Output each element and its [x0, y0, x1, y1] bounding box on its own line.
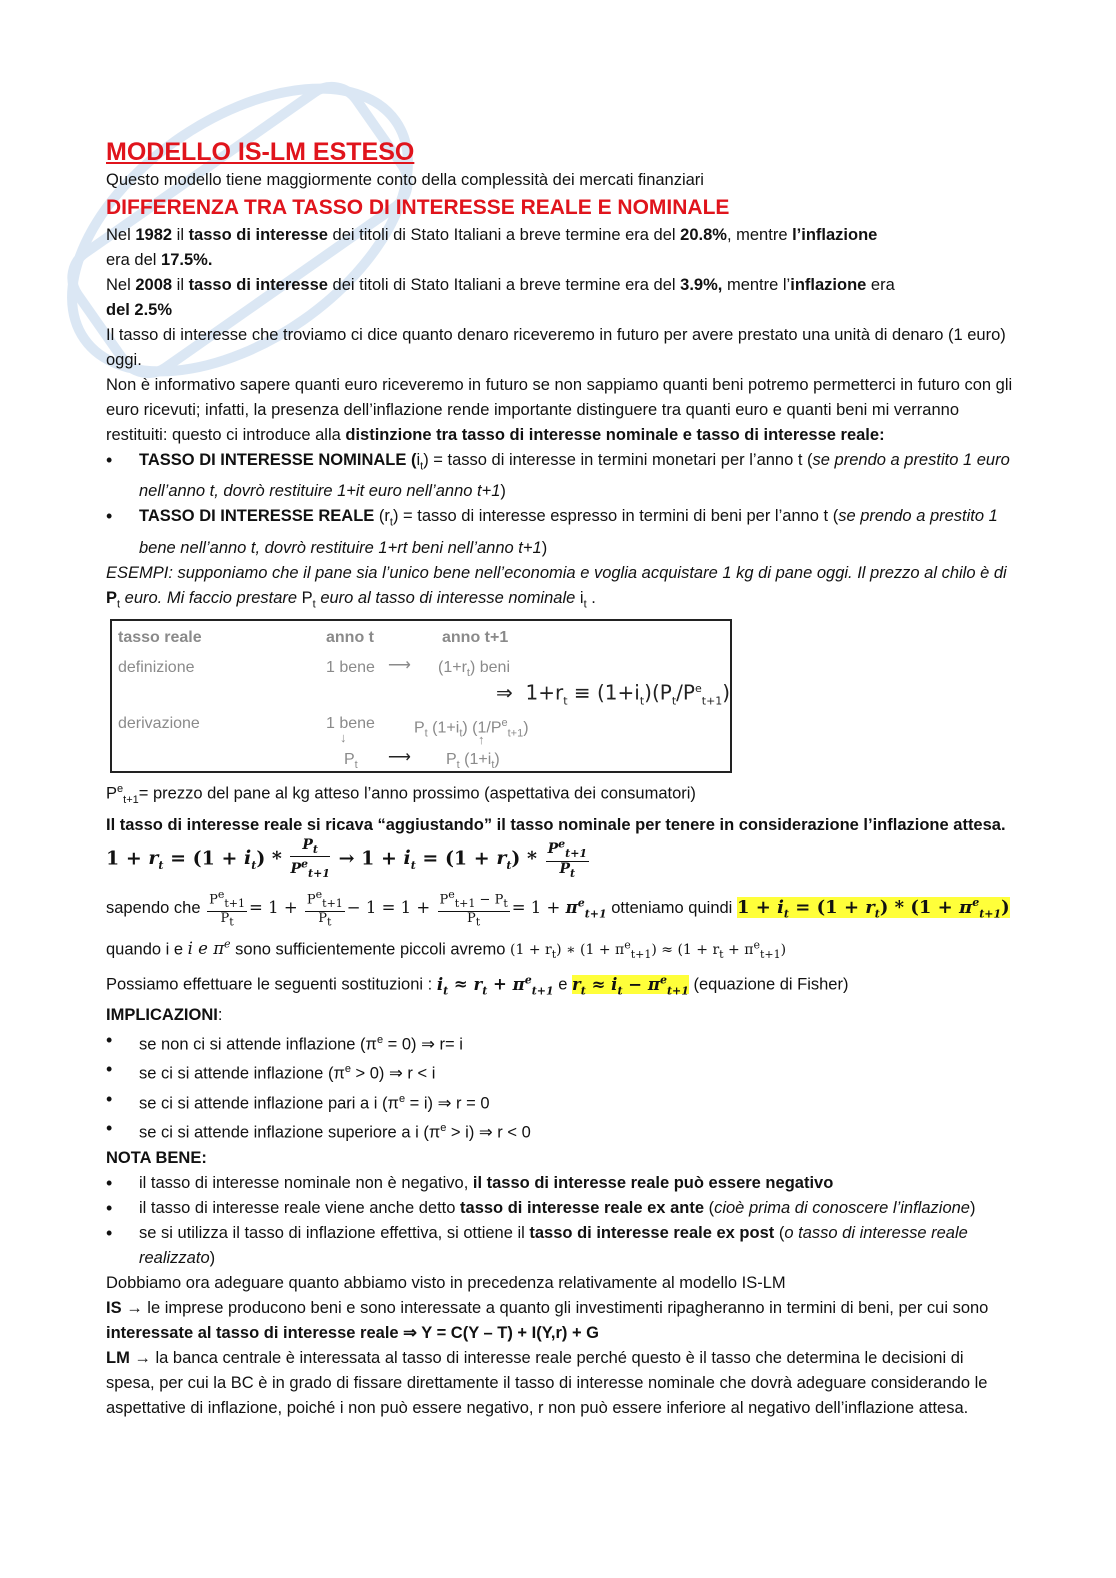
implications-list — [106, 1028, 1016, 1146]
approximation-line: quando i e i e $\pi^e$ sono sufficientemente piccoli avremo $(1 + r_t)$ ∗ $(1 + \pi^e_{t+1}) \approx (1 + r_t + \pi^e_{t+1})$ — [106, 937, 787, 961]
paragraph-2: Non è informativo sapere quanti euro riceveremo in futuro se non sappiamo quanti beni potremo permetterci in futuro con gli euro ricevuti; infatti, la presenza dell’inflazione rende importante distinguere tra quanti euro e quanti beni mi verranno restituiti: questo ci introduce alla distinzione tra tasso di interesse nominale e tasso di interesse reale: — [106, 376, 1013, 444]
figure-cell: $P_t$ — [344, 750, 358, 772]
list-item: • se ci si attende inflazione superiore a i $(\pi^e > i)$ ⇒ r < 0 — [139, 1116, 1016, 1146]
arrow-right-icon: → — [134, 1348, 151, 1367]
figure-cell: $(1+r_t)$ beni — [438, 658, 510, 680]
is-paragraph: IS → le imprese producono beni e sono interessate a quanto gli investimenti ripagheranno in termini di beni, per cui sono interessate al tasso di interesse reale ⇒ Y = C(Y – T) + I(Y,r) + G — [106, 1298, 989, 1342]
highlighted-equation: $1 + i_t = (1 + r_t) * (1 + \pi^e_{t+1})$ — [736, 896, 1010, 921]
list-item: • se ci si attende inflazione $(\pi^e > 0)$ ⇒ r < i — [139, 1057, 1016, 1087]
page-title: MODELLO IS-LM ESTESO — [106, 138, 415, 166]
real-rate-figure — [110, 619, 732, 773]
arrow-down-icon: ↓ — [340, 729, 347, 745]
list-item: • se non ci si attende inflazione $(\pi^e = 0)$ ⇒ r= i — [139, 1028, 1016, 1058]
nota-heading: NOTA BENE: — [106, 1148, 207, 1167]
figure-row-label: definizione — [118, 658, 195, 676]
figure-col-header: anno t — [326, 628, 374, 646]
paragraph-1: Il tasso di interesse che troviamo ci dice quanto denaro riceveremo in futuro per avere prestato una unità di denaro (1 euro) oggi. — [106, 326, 1006, 369]
expected-price-def: $P^e_{t+1}=$ prezzo del pane al kg atteso l’anno prossimo (aspettativa dei consumatori) — [106, 782, 696, 806]
example-text: ESEMPI: supponiamo che il pane sia l’unico bene nell’economia e voglia acquistare 1 kg di pane oggi. Il prezzo al chilo è di $P_t$ euro. Mi faccio prestare $P_t$ euro al tasso di interesse nominale $i_t$ . — [106, 563, 1007, 610]
arrow-up-icon: ↑ — [478, 731, 485, 747]
fact-2008: Nel 2008 il tasso di interesse dei titoli di Stato Italiani a breve termine era del 3.9%, mentre l’inflazione era del 2.5% — [106, 276, 895, 319]
figure-cell: 1 bene — [326, 658, 375, 676]
arrow-right-icon: → — [126, 1298, 143, 1317]
bold-statement: Il tasso di interesse reale si ricava “aggiustando” il tasso nominale per tenere in considerazione l’inflazione attesa. — [106, 815, 1006, 834]
figure-cell: 1 bene — [326, 714, 375, 732]
list-item: • se si utilizza il tasso di inflazione effettiva, si ottiene il tasso di interesse reale ex post (o tasso di interesse reale realizzato) — [139, 1221, 1016, 1271]
arrow-right-icon: ⟶ — [388, 748, 411, 766]
figure-cell: $P_t$ $(1+i_t)$ — [446, 750, 500, 772]
list-item: • se ci si attende inflazione pari a i $(\pi^e = i)$ ⇒ r = 0 — [139, 1087, 1016, 1117]
knowing-line: sapendo che $P^e_{t+1}$ $P_t$ = 1 + $P^e_{t+1}$ $P_t$ − 1 = 1 + $P^e_{t+1} - P_t$ $P_t$ = $1 + \pi^e_{t+1}$ otteniamo quindi $1 + i_t = (1 + r_t) * (1 + \pi^e_{t+1})$ — [106, 887, 1010, 929]
fact-1982: Nel 1982 il tasso di interesse dei titoli di Stato Italiani a breve termine era del 20.8%, mentre l’inflazione era del 17.5%. — [106, 226, 878, 269]
figure-row-label: derivazione — [118, 714, 200, 732]
section-heading: DIFFERENZA TRA TASSO DI INTERESSE REALE E NOMINALE — [106, 196, 730, 219]
list-item: • TASSO DI INTERESSE NOMINALE $(i_t)$ = tasso di interesse in termini monetari per l’anno t (se prendo a prestito 1 euro nell’anno t, dovrò restituire 1+it euro nell’anno t+1) — [139, 448, 1016, 504]
intro-text: Questo modello tiene maggiormente conto della complessità dei mercati finanziari — [106, 171, 704, 189]
figure-cell: $P_t$ $(1+i_t)$ $(1/P^e_{t+1})$ — [414, 716, 529, 740]
fisher-highlight: $r_t \approx i_t - \pi^e_{t+1}$ — [572, 973, 689, 997]
list-item: • il tasso di interesse nominale non è negativo, il tasso di interesse reale può essere negativo — [139, 1171, 1016, 1196]
definitions-list — [106, 448, 1016, 561]
figure-equation: ⇒ $1+r_t \equiv (1+i_t)(P_t/P^e_{t+1})$ — [496, 680, 731, 708]
equation-main: $1 + r_t = (1 + i_t)$ * $P_t$ $P^e_{t+1}$ → $1 + i_t = (1 + r_t)$ * $P^e_{t+1}$ $P_t$ — [106, 836, 588, 880]
list-item: • il tasso di interesse reale viene anche detto tasso di interesse reale ex ante (cioè prima di conoscere l’inflazione) — [139, 1196, 1016, 1221]
lm-paragraph: LM → la banca centrale è interessata al tasso di interesse reale perché questo è il tasso che determina le decisioni di spesa, per cui la BC è in grado di fissare direttamente il tasso di interesse nominale che dovrà adeguare considerando le aspettative di inflazione, poiché i non può essere negativo, r non può essere inferiore al negativo dell’inflazione attesa. — [106, 1348, 988, 1417]
nota-list — [106, 1171, 1016, 1271]
list-item: • TASSO DI INTERESSE REALE $(r_t)$ = tasso di interesse espresso in termini di beni per l’anno t (se prendo a prestito 1 bene nell’anno t, dovrò restituire 1+rt beni nell’anno t+1) — [139, 504, 1016, 560]
implications-heading: IMPLICAZIONI: — [106, 1005, 223, 1024]
substitutions-line: Possiamo effettuare le seguenti sostituzioni : $i_t \approx r_t + \pi^e_{t+1}$ e $r_t \approx i_t - \pi^e_{t+1}$ (equazione di Fisher) — [106, 973, 849, 997]
adeguare-text: Dobbiamo ora adeguare quanto abbiamo visto in precedenza relativamente al modello IS-LM — [106, 1273, 786, 1292]
arrow-right-icon: ⟶ — [388, 656, 411, 674]
figure-col-header: anno t+1 — [442, 628, 509, 646]
figure-col-header: tasso reale — [118, 628, 202, 646]
document-page — [106, 136, 1016, 1421]
